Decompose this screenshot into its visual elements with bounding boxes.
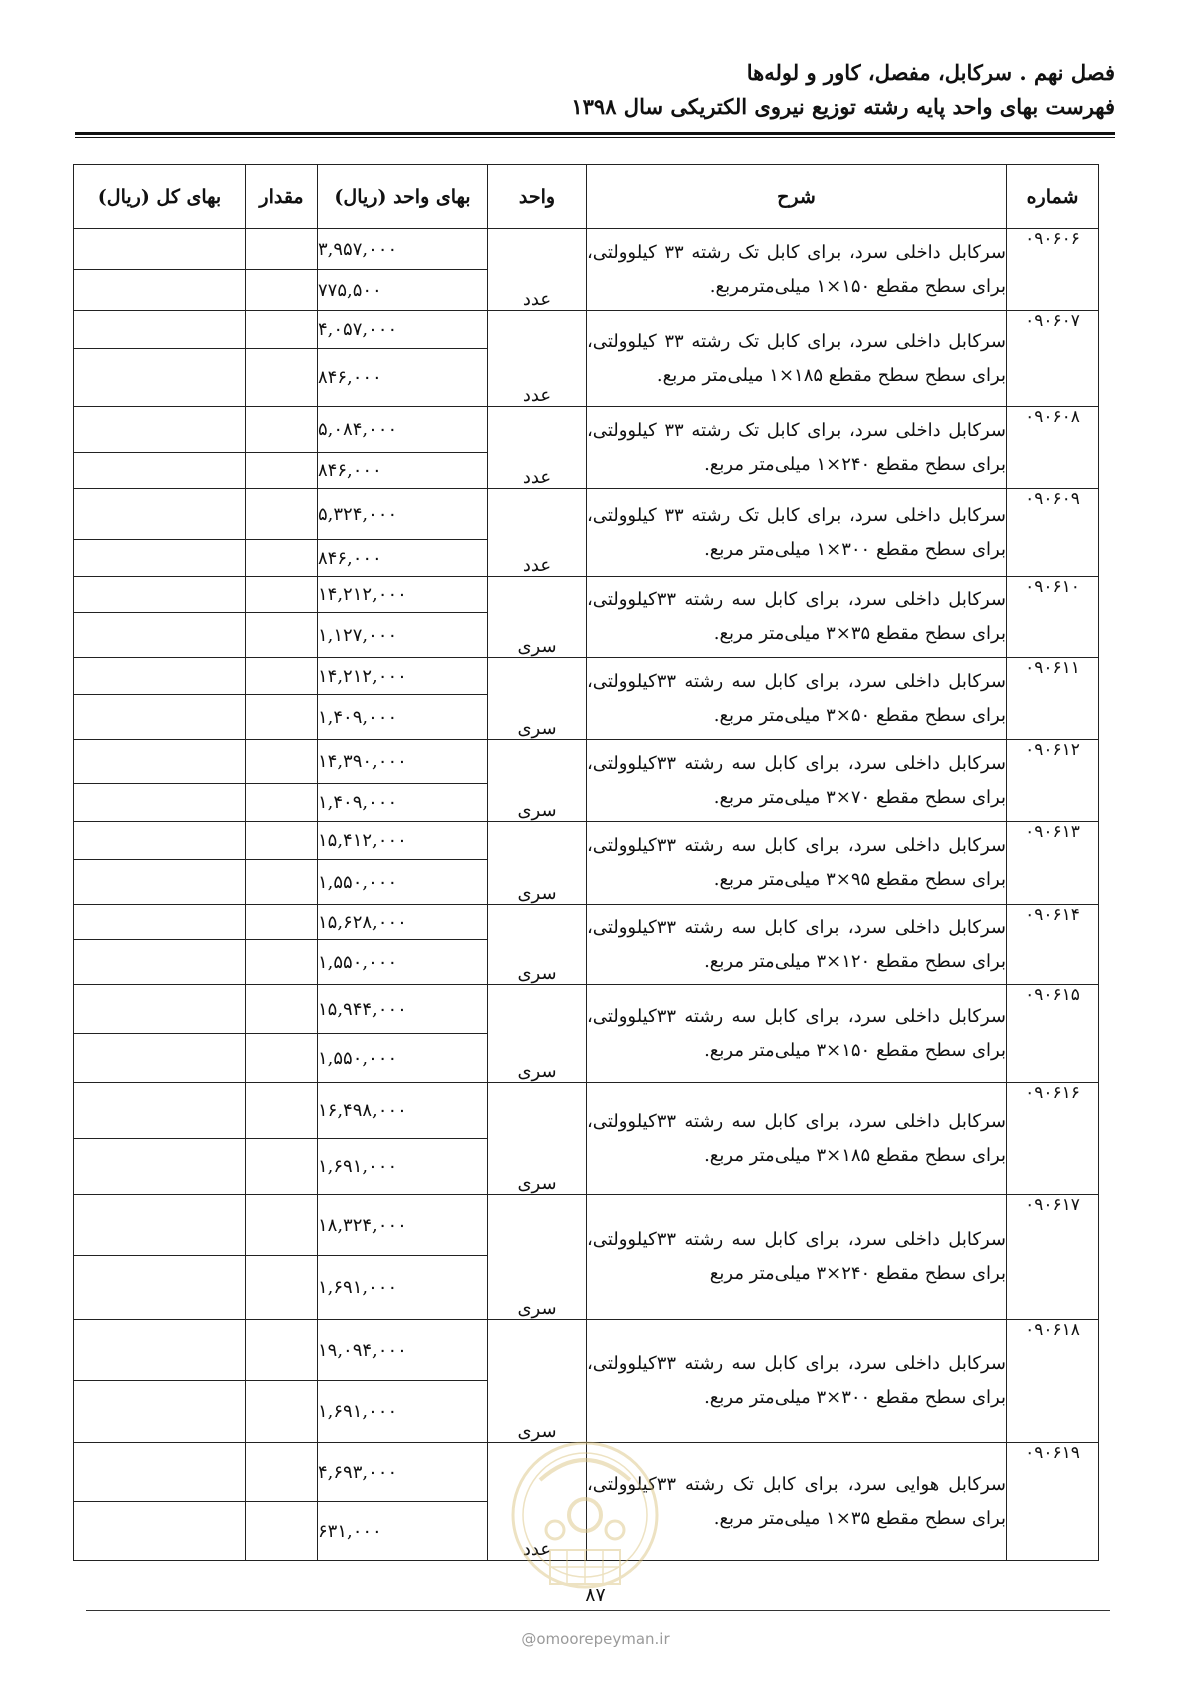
item-description: سرکابل هوایی سرد، برای کابل تک رشته ۳۳کیلوولتی، برای سطح مقطع ۳۵×۱ میلی‌متر مربع.	[587, 1443, 1007, 1561]
column-header-total-price: بهای کل (ریال)	[74, 165, 246, 229]
item-total-price-cell	[74, 540, 246, 577]
item-description: سرکابل داخلی سرد، برای کابل تک رشته ۳۳ کیلوولتی، برای سطح مقطع ۱۵۰×۱ میلی‌مترمربع.	[587, 229, 1007, 311]
item-description: سرکابل داخلی سرد، برای کابل سه رشته ۳۳کیلوولتی، برای سطح مقطع ۹۵×۳ میلی‌متر مربع.	[587, 822, 1007, 905]
item-code: ۰۹۰۶۱۸	[1007, 1320, 1099, 1443]
table-row	[74, 1083, 1099, 1139]
item-unit-price-secondary: ۱,۵۵۰,۰۰۰	[318, 1034, 488, 1083]
item-quantity-cell	[246, 985, 318, 1034]
table-row	[74, 905, 1099, 940]
table-row	[74, 489, 1099, 540]
item-total-price-cell	[74, 985, 246, 1034]
item-unit-price-primary: ۱۵,۶۲۸,۰۰۰	[318, 905, 488, 940]
item-unit: عدد	[488, 489, 587, 577]
item-total-price-cell	[74, 1083, 246, 1139]
item-total-price-cell	[74, 784, 246, 822]
item-total-price-cell	[74, 695, 246, 740]
item-code: ۰۹۰۶۱۹	[1007, 1443, 1099, 1561]
table-row	[74, 1195, 1099, 1256]
item-total-price-cell	[74, 1381, 246, 1443]
item-quantity-cell	[246, 577, 318, 613]
item-unit: عدد	[488, 407, 587, 489]
item-total-price-cell	[74, 940, 246, 985]
item-unit: سری	[488, 577, 587, 658]
table-row	[74, 577, 1099, 613]
item-unit-price-secondary: ۱,۴۰۹,۰۰۰	[318, 784, 488, 822]
table-row	[74, 1320, 1099, 1381]
item-quantity-cell	[246, 349, 318, 407]
item-total-price-cell	[74, 1256, 246, 1320]
item-unit: سری	[488, 985, 587, 1083]
item-quantity-cell	[246, 940, 318, 985]
item-unit-price-primary: ۱۴,۲۱۲,۰۰۰	[318, 658, 488, 695]
chapter-title: فصل نهم . سرکابل، مفصل، کاور و لوله‌ها	[746, 60, 1115, 85]
price-list-title: فهرست بهای واحد پایه رشته توزیع نیروی الکتریکی سال ۱۳۹۸	[571, 94, 1115, 119]
item-total-price-cell	[74, 860, 246, 905]
item-description: سرکابل داخلی سرد، برای کابل تک رشته ۳۳ کیلوولتی، برای سطح مقطع ۳۰۰×۱ میلی‌متر مربع.	[587, 489, 1007, 577]
item-unit-price-primary: ۳,۹۵۷,۰۰۰	[318, 229, 488, 270]
item-unit-price-secondary: ۸۴۶,۰۰۰	[318, 349, 488, 407]
footer-rule	[86, 1610, 1110, 1611]
item-description: سرکابل داخلی سرد، برای کابل سه رشته ۳۳کیلوولتی، برای سطح مقطع ۷۰×۳ میلی‌متر مربع.	[587, 740, 1007, 822]
page-number: ۸۷	[585, 1584, 606, 1606]
item-quantity-cell	[246, 1443, 318, 1502]
table-row	[74, 1443, 1099, 1502]
item-code: ۰۹۰۶۰۶	[1007, 229, 1099, 311]
watermark-text: @omoorepeyman.ir	[521, 1630, 670, 1648]
item-total-price-cell	[74, 349, 246, 407]
item-code: ۰۹۰۶۱۰	[1007, 577, 1099, 658]
table-row	[74, 407, 1099, 453]
table-row	[74, 822, 1099, 860]
item-unit: سری	[488, 740, 587, 822]
item-total-price-cell	[74, 407, 246, 453]
item-description: سرکابل داخلی سرد، برای کابل سه رشته ۳۳کیلوولتی، برای سطح مقطع ۱۵۰×۳ میلی‌متر مربع.	[587, 985, 1007, 1083]
item-unit-price-secondary: ۱,۶۹۱,۰۰۰	[318, 1381, 488, 1443]
item-quantity-cell	[246, 860, 318, 905]
item-total-price-cell	[74, 905, 246, 940]
item-code: ۰۹۰۶۱۱	[1007, 658, 1099, 740]
item-code: ۰۹۰۶۱۵	[1007, 985, 1099, 1083]
item-description: سرکابل داخلی سرد، برای کابل سه رشته ۳۳کیلوولتی، برای سطح مقطع ۱۸۵×۳ میلی‌متر مربع.	[587, 1083, 1007, 1195]
item-unit-price-primary: ۴,۶۹۳,۰۰۰	[318, 1443, 488, 1502]
item-unit-price-primary: ۱۵,۴۱۲,۰۰۰	[318, 822, 488, 860]
item-unit-price-primary: ۱۶,۴۹۸,۰۰۰	[318, 1083, 488, 1139]
item-quantity-cell	[246, 1195, 318, 1256]
item-total-price-cell	[74, 1034, 246, 1083]
item-total-price-cell	[74, 1139, 246, 1195]
header-rule-thin	[75, 137, 1115, 138]
item-unit-price-primary: ۱۹,۰۹۴,۰۰۰	[318, 1320, 488, 1381]
item-unit-price-secondary: ۱,۶۹۱,۰۰۰	[318, 1256, 488, 1320]
item-quantity-cell	[246, 695, 318, 740]
item-total-price-cell	[74, 270, 246, 311]
item-total-price-cell	[74, 740, 246, 784]
item-quantity-cell	[246, 613, 318, 658]
item-description: سرکابل داخلی سرد، برای کابل تک رشته ۳۳ کیلوولتی، برای سطح مقطع ۲۴۰×۱ میلی‌متر مربع.	[587, 407, 1007, 489]
item-unit-price-secondary: ۸۴۶,۰۰۰	[318, 453, 488, 489]
item-quantity-cell	[246, 407, 318, 453]
item-total-price-cell	[74, 613, 246, 658]
table-row	[74, 658, 1099, 695]
table-header-row	[74, 165, 1099, 229]
item-total-price-cell	[74, 1195, 246, 1256]
item-quantity-cell	[246, 1320, 318, 1381]
item-unit: سری	[488, 822, 587, 905]
column-header-unit-price: بهای واحد (ریال)	[318, 165, 488, 229]
item-quantity-cell	[246, 453, 318, 489]
item-total-price-cell	[74, 311, 246, 349]
item-code: ۰۹۰۶۰۸	[1007, 407, 1099, 489]
item-quantity-cell	[246, 1083, 318, 1139]
item-unit: سری	[488, 1195, 587, 1320]
item-unit-price-primary: ۱۴,۳۹۰,۰۰۰	[318, 740, 488, 784]
item-unit: سری	[488, 1320, 587, 1443]
item-unit-price-secondary: ۱,۴۰۹,۰۰۰	[318, 695, 488, 740]
item-quantity-cell	[246, 1256, 318, 1320]
item-unit-price-secondary: ۱,۵۵۰,۰۰۰	[318, 940, 488, 985]
item-total-price-cell	[74, 453, 246, 489]
column-header-description: شرح	[587, 165, 1007, 229]
item-quantity-cell	[246, 540, 318, 577]
item-unit-price-secondary: ۱,۶۹۱,۰۰۰	[318, 1139, 488, 1195]
column-header-code: شماره	[1007, 165, 1099, 229]
item-quantity-cell	[246, 658, 318, 695]
item-total-price-cell	[74, 822, 246, 860]
item-code: ۰۹۰۶۱۲	[1007, 740, 1099, 822]
item-total-price-cell	[74, 1320, 246, 1381]
item-unit: سری	[488, 1083, 587, 1195]
item-unit-price-secondary: ۸۴۶,۰۰۰	[318, 540, 488, 577]
item-quantity-cell	[246, 489, 318, 540]
item-unit-price-primary: ۱۵,۹۴۴,۰۰۰	[318, 985, 488, 1034]
column-header-quantity: مقدار	[246, 165, 318, 229]
item-quantity-cell	[246, 740, 318, 784]
item-quantity-cell	[246, 822, 318, 860]
item-total-price-cell	[74, 1443, 246, 1502]
item-description: سرکابل داخلی سرد، برای کابل سه رشته ۳۳کیلوولتی، برای سطح مقطع ۵۰×۳ میلی‌متر مربع.	[587, 658, 1007, 740]
item-quantity-cell	[246, 784, 318, 822]
item-quantity-cell	[246, 1034, 318, 1083]
item-total-price-cell	[74, 1502, 246, 1561]
item-unit-price-secondary: ۷۷۵,۵۰۰	[318, 270, 488, 311]
item-quantity-cell	[246, 229, 318, 270]
table-body	[74, 229, 1099, 1561]
item-unit: عدد	[488, 1443, 587, 1561]
item-code: ۰۹۰۶۰۹	[1007, 489, 1099, 577]
item-description: سرکابل داخلی سرد، برای کابل سه رشته ۳۳کیلوولتی، برای سطح مقطع ۳۵×۳ میلی‌متر مربع.	[587, 577, 1007, 658]
item-unit-price-primary: ۱۸,۳۲۴,۰۰۰	[318, 1195, 488, 1256]
item-code: ۰۹۰۶۱۶	[1007, 1083, 1099, 1195]
item-quantity-cell	[246, 1381, 318, 1443]
table-row	[74, 311, 1099, 349]
item-quantity-cell	[246, 270, 318, 311]
item-code: ۰۹۰۶۰۷	[1007, 311, 1099, 407]
table-row	[74, 229, 1099, 270]
item-total-price-cell	[74, 577, 246, 613]
page-header	[75, 58, 1115, 122]
column-header-unit: واحد	[488, 165, 587, 229]
item-code: ۰۹۰۶۱۷	[1007, 1195, 1099, 1320]
item-description: سرکابل داخلی سرد، برای کابل سه رشته ۳۳کیلوولتی، برای سطح مقطع ۱۲۰×۳ میلی‌متر مربع.	[587, 905, 1007, 985]
item-quantity-cell	[246, 311, 318, 349]
price-table	[73, 164, 1099, 1561]
item-unit-price-primary: ۵,۰۸۴,۰۰۰	[318, 407, 488, 453]
item-description: سرکابل داخلی سرد، برای کابل سه رشته ۳۳کیلوولتی، برای سطح مقطع ۳۰۰×۳ میلی‌متر مربع.	[587, 1320, 1007, 1443]
item-quantity-cell	[246, 1502, 318, 1561]
item-unit: عدد	[488, 311, 587, 407]
header-rule-thick	[75, 132, 1115, 135]
item-quantity-cell	[246, 1139, 318, 1195]
item-unit-price-primary: ۱۴,۲۱۲,۰۰۰	[318, 577, 488, 613]
item-total-price-cell	[74, 229, 246, 270]
item-code: ۰۹۰۶۱۳	[1007, 822, 1099, 905]
item-unit-price-secondary: ۶۳۱,۰۰۰	[318, 1502, 488, 1561]
item-total-price-cell	[74, 658, 246, 695]
item-unit: سری	[488, 658, 587, 740]
item-unit: سری	[488, 905, 587, 985]
item-unit-price-secondary: ۱,۱۲۷,۰۰۰	[318, 613, 488, 658]
item-code: ۰۹۰۶۱۴	[1007, 905, 1099, 985]
item-unit: عدد	[488, 229, 587, 311]
item-quantity-cell	[246, 905, 318, 940]
item-unit-price-secondary: ۱,۵۵۰,۰۰۰	[318, 860, 488, 905]
item-unit-price-primary: ۴,۰۵۷,۰۰۰	[318, 311, 488, 349]
item-unit-price-primary: ۵,۳۲۴,۰۰۰	[318, 489, 488, 540]
table-row	[74, 740, 1099, 784]
item-description: سرکابل داخلی سرد، برای کابل سه رشته ۳۳کیلوولتی، برای سطح مقطع ۲۴۰×۳ میلی‌متر مربع	[587, 1195, 1007, 1320]
item-description: سرکابل داخلی سرد، برای کابل تک رشته ۳۳ کیلوولتی، برای سطح سطح مقطع ۱۸۵×۱ میلی‌متر مربع.	[587, 311, 1007, 407]
table-row	[74, 985, 1099, 1034]
item-total-price-cell	[74, 489, 246, 540]
